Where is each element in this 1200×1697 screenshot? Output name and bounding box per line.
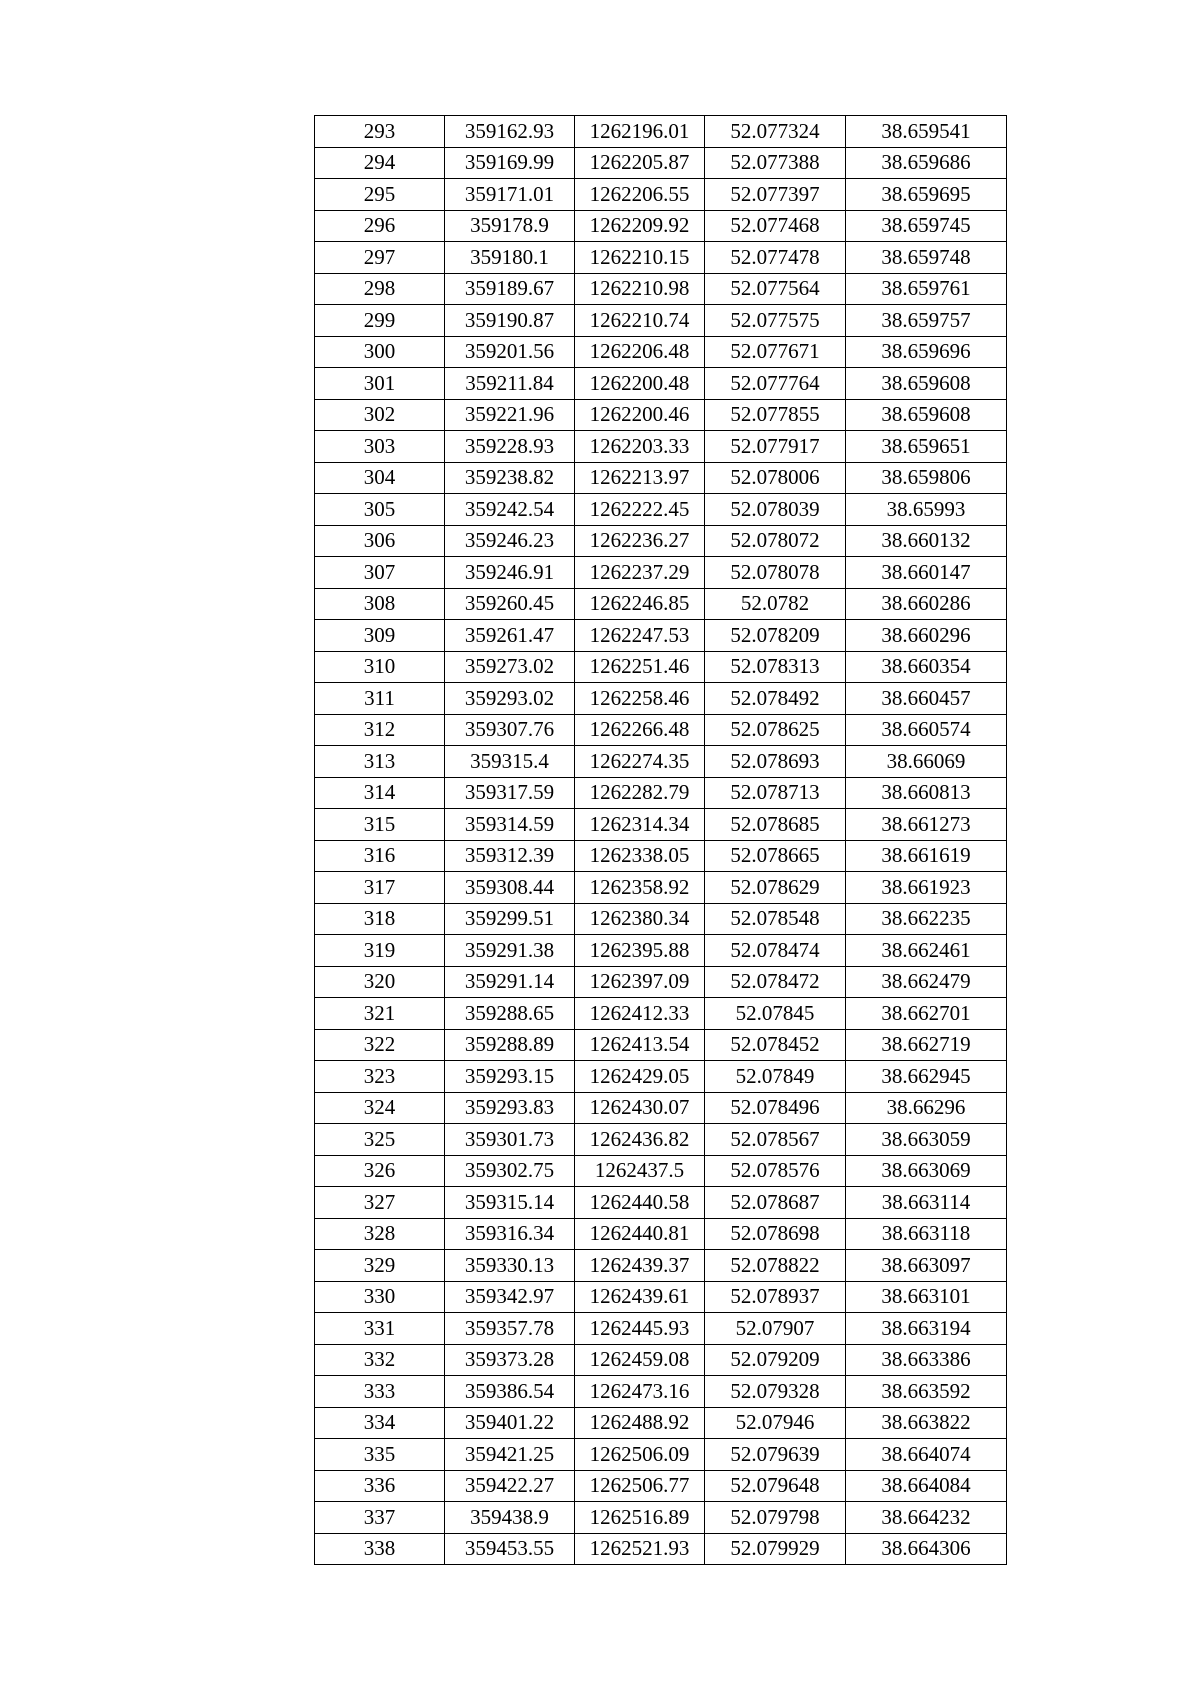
x-coordinate-cell: 359211.84 bbox=[445, 368, 575, 400]
point-number-cell: 325 bbox=[315, 1124, 445, 1156]
table-row bbox=[315, 116, 1007, 148]
x-coordinate-cell: 359422.27 bbox=[445, 1470, 575, 1502]
latitude-cell: 52.078665 bbox=[705, 840, 846, 872]
x-coordinate-cell: 359171.01 bbox=[445, 179, 575, 211]
y-coordinate-cell: 1262506.77 bbox=[575, 1470, 705, 1502]
point-number-cell: 300 bbox=[315, 336, 445, 368]
latitude-cell: 52.079929 bbox=[705, 1533, 846, 1565]
x-coordinate-cell: 359246.23 bbox=[445, 525, 575, 557]
longitude-cell: 38.660813 bbox=[846, 777, 1007, 809]
point-number-cell: 303 bbox=[315, 431, 445, 463]
point-number-cell: 304 bbox=[315, 462, 445, 494]
point-number-cell: 326 bbox=[315, 1155, 445, 1187]
table-row bbox=[315, 336, 1007, 368]
point-number-cell: 327 bbox=[315, 1187, 445, 1219]
point-number-cell: 317 bbox=[315, 872, 445, 904]
latitude-cell: 52.077764 bbox=[705, 368, 846, 400]
table-row bbox=[315, 525, 1007, 557]
latitude-cell: 52.078693 bbox=[705, 746, 846, 778]
point-number-cell: 323 bbox=[315, 1061, 445, 1093]
y-coordinate-cell: 1262437.5 bbox=[575, 1155, 705, 1187]
y-coordinate-cell: 1262445.93 bbox=[575, 1313, 705, 1345]
table-row bbox=[315, 935, 1007, 967]
y-coordinate-cell: 1262314.34 bbox=[575, 809, 705, 841]
x-coordinate-cell: 359330.13 bbox=[445, 1250, 575, 1282]
longitude-cell: 38.65993 bbox=[846, 494, 1007, 526]
latitude-cell: 52.077397 bbox=[705, 179, 846, 211]
longitude-cell: 38.659608 bbox=[846, 399, 1007, 431]
point-number-cell: 322 bbox=[315, 1029, 445, 1061]
latitude-cell: 52.07845 bbox=[705, 998, 846, 1030]
longitude-cell: 38.661923 bbox=[846, 872, 1007, 904]
x-coordinate-cell: 359312.39 bbox=[445, 840, 575, 872]
y-coordinate-cell: 1262210.74 bbox=[575, 305, 705, 337]
latitude-cell: 52.079209 bbox=[705, 1344, 846, 1376]
longitude-cell: 38.659608 bbox=[846, 368, 1007, 400]
point-number-cell: 293 bbox=[315, 116, 445, 148]
y-coordinate-cell: 1262506.09 bbox=[575, 1439, 705, 1471]
latitude-cell: 52.0782 bbox=[705, 588, 846, 620]
point-number-cell: 330 bbox=[315, 1281, 445, 1313]
coordinates-table bbox=[314, 115, 1007, 1565]
point-number-cell: 337 bbox=[315, 1502, 445, 1534]
x-coordinate-cell: 359273.02 bbox=[445, 651, 575, 683]
table-row bbox=[315, 399, 1007, 431]
longitude-cell: 38.659761 bbox=[846, 273, 1007, 305]
table-row bbox=[315, 1407, 1007, 1439]
point-number-cell: 297 bbox=[315, 242, 445, 274]
x-coordinate-cell: 359315.4 bbox=[445, 746, 575, 778]
x-coordinate-cell: 359293.83 bbox=[445, 1092, 575, 1124]
y-coordinate-cell: 1262200.48 bbox=[575, 368, 705, 400]
x-coordinate-cell: 359288.89 bbox=[445, 1029, 575, 1061]
latitude-cell: 52.077564 bbox=[705, 273, 846, 305]
y-coordinate-cell: 1262429.05 bbox=[575, 1061, 705, 1093]
table-row bbox=[315, 242, 1007, 274]
point-number-cell: 313 bbox=[315, 746, 445, 778]
latitude-cell: 52.078492 bbox=[705, 683, 846, 715]
latitude-cell: 52.078576 bbox=[705, 1155, 846, 1187]
coordinates-table-body bbox=[315, 116, 1007, 1565]
point-number-cell: 316 bbox=[315, 840, 445, 872]
longitude-cell: 38.662479 bbox=[846, 966, 1007, 998]
x-coordinate-cell: 359421.25 bbox=[445, 1439, 575, 1471]
point-number-cell: 334 bbox=[315, 1407, 445, 1439]
table-row bbox=[315, 746, 1007, 778]
x-coordinate-cell: 359315.14 bbox=[445, 1187, 575, 1219]
longitude-cell: 38.660132 bbox=[846, 525, 1007, 557]
table-row bbox=[315, 431, 1007, 463]
table-row bbox=[315, 1344, 1007, 1376]
latitude-cell: 52.077324 bbox=[705, 116, 846, 148]
point-number-cell: 298 bbox=[315, 273, 445, 305]
y-coordinate-cell: 1262236.27 bbox=[575, 525, 705, 557]
y-coordinate-cell: 1262439.37 bbox=[575, 1250, 705, 1282]
longitude-cell: 38.661273 bbox=[846, 809, 1007, 841]
table-row bbox=[315, 1155, 1007, 1187]
latitude-cell: 52.077671 bbox=[705, 336, 846, 368]
point-number-cell: 299 bbox=[315, 305, 445, 337]
x-coordinate-cell: 359308.44 bbox=[445, 872, 575, 904]
latitude-cell: 52.078685 bbox=[705, 809, 846, 841]
y-coordinate-cell: 1262213.97 bbox=[575, 462, 705, 494]
table-row bbox=[315, 1092, 1007, 1124]
x-coordinate-cell: 359299.51 bbox=[445, 903, 575, 935]
point-number-cell: 295 bbox=[315, 179, 445, 211]
table-row bbox=[315, 1061, 1007, 1093]
longitude-cell: 38.660457 bbox=[846, 683, 1007, 715]
point-number-cell: 306 bbox=[315, 525, 445, 557]
latitude-cell: 52.078313 bbox=[705, 651, 846, 683]
longitude-cell: 38.664232 bbox=[846, 1502, 1007, 1534]
latitude-cell: 52.077388 bbox=[705, 147, 846, 179]
table-row bbox=[315, 1250, 1007, 1282]
y-coordinate-cell: 1262440.81 bbox=[575, 1218, 705, 1250]
x-coordinate-cell: 359293.15 bbox=[445, 1061, 575, 1093]
x-coordinate-cell: 359293.02 bbox=[445, 683, 575, 715]
table-row bbox=[315, 1187, 1007, 1219]
x-coordinate-cell: 359373.28 bbox=[445, 1344, 575, 1376]
table-row bbox=[315, 494, 1007, 526]
longitude-cell: 38.661619 bbox=[846, 840, 1007, 872]
latitude-cell: 52.078687 bbox=[705, 1187, 846, 1219]
longitude-cell: 38.660286 bbox=[846, 588, 1007, 620]
table-row bbox=[315, 557, 1007, 589]
latitude-cell: 52.078078 bbox=[705, 557, 846, 589]
table-row bbox=[315, 1029, 1007, 1061]
y-coordinate-cell: 1262210.98 bbox=[575, 273, 705, 305]
longitude-cell: 38.663822 bbox=[846, 1407, 1007, 1439]
latitude-cell: 52.078822 bbox=[705, 1250, 846, 1282]
x-coordinate-cell: 359316.34 bbox=[445, 1218, 575, 1250]
latitude-cell: 52.078567 bbox=[705, 1124, 846, 1156]
y-coordinate-cell: 1262209.92 bbox=[575, 210, 705, 242]
x-coordinate-cell: 359162.93 bbox=[445, 116, 575, 148]
longitude-cell: 38.663097 bbox=[846, 1250, 1007, 1282]
latitude-cell: 52.079639 bbox=[705, 1439, 846, 1471]
latitude-cell: 52.07849 bbox=[705, 1061, 846, 1093]
x-coordinate-cell: 359438.9 bbox=[445, 1502, 575, 1534]
point-number-cell: 321 bbox=[315, 998, 445, 1030]
table-row bbox=[315, 714, 1007, 746]
y-coordinate-cell: 1262247.53 bbox=[575, 620, 705, 652]
point-number-cell: 294 bbox=[315, 147, 445, 179]
longitude-cell: 38.659748 bbox=[846, 242, 1007, 274]
latitude-cell: 52.078472 bbox=[705, 966, 846, 998]
latitude-cell: 52.078698 bbox=[705, 1218, 846, 1250]
latitude-cell: 52.078629 bbox=[705, 872, 846, 904]
x-coordinate-cell: 359386.54 bbox=[445, 1376, 575, 1408]
y-coordinate-cell: 1262205.87 bbox=[575, 147, 705, 179]
x-coordinate-cell: 359189.67 bbox=[445, 273, 575, 305]
point-number-cell: 309 bbox=[315, 620, 445, 652]
x-coordinate-cell: 359302.75 bbox=[445, 1155, 575, 1187]
y-coordinate-cell: 1262258.46 bbox=[575, 683, 705, 715]
longitude-cell: 38.659686 bbox=[846, 147, 1007, 179]
longitude-cell: 38.66069 bbox=[846, 746, 1007, 778]
point-number-cell: 319 bbox=[315, 935, 445, 967]
y-coordinate-cell: 1262436.82 bbox=[575, 1124, 705, 1156]
latitude-cell: 52.078006 bbox=[705, 462, 846, 494]
latitude-cell: 52.078452 bbox=[705, 1029, 846, 1061]
longitude-cell: 38.664084 bbox=[846, 1470, 1007, 1502]
table-row bbox=[315, 777, 1007, 809]
latitude-cell: 52.078937 bbox=[705, 1281, 846, 1313]
table-row bbox=[315, 1218, 1007, 1250]
point-number-cell: 302 bbox=[315, 399, 445, 431]
longitude-cell: 38.659757 bbox=[846, 305, 1007, 337]
longitude-cell: 38.662701 bbox=[846, 998, 1007, 1030]
x-coordinate-cell: 359246.91 bbox=[445, 557, 575, 589]
point-number-cell: 328 bbox=[315, 1218, 445, 1250]
x-coordinate-cell: 359221.96 bbox=[445, 399, 575, 431]
x-coordinate-cell: 359180.1 bbox=[445, 242, 575, 274]
y-coordinate-cell: 1262274.35 bbox=[575, 746, 705, 778]
y-coordinate-cell: 1262440.58 bbox=[575, 1187, 705, 1219]
x-coordinate-cell: 359317.59 bbox=[445, 777, 575, 809]
table-row bbox=[315, 1313, 1007, 1345]
table-row bbox=[315, 1124, 1007, 1156]
y-coordinate-cell: 1262237.29 bbox=[575, 557, 705, 589]
table-row bbox=[315, 210, 1007, 242]
latitude-cell: 52.077468 bbox=[705, 210, 846, 242]
point-number-cell: 329 bbox=[315, 1250, 445, 1282]
y-coordinate-cell: 1262251.46 bbox=[575, 651, 705, 683]
longitude-cell: 38.662719 bbox=[846, 1029, 1007, 1061]
y-coordinate-cell: 1262380.34 bbox=[575, 903, 705, 935]
y-coordinate-cell: 1262397.09 bbox=[575, 966, 705, 998]
longitude-cell: 38.660296 bbox=[846, 620, 1007, 652]
x-coordinate-cell: 359357.78 bbox=[445, 1313, 575, 1345]
longitude-cell: 38.659695 bbox=[846, 179, 1007, 211]
latitude-cell: 52.077855 bbox=[705, 399, 846, 431]
point-number-cell: 314 bbox=[315, 777, 445, 809]
point-number-cell: 320 bbox=[315, 966, 445, 998]
table-row bbox=[315, 1533, 1007, 1565]
y-coordinate-cell: 1262413.54 bbox=[575, 1029, 705, 1061]
point-number-cell: 315 bbox=[315, 809, 445, 841]
table-row bbox=[315, 588, 1007, 620]
table-row bbox=[315, 651, 1007, 683]
y-coordinate-cell: 1262488.92 bbox=[575, 1407, 705, 1439]
point-number-cell: 310 bbox=[315, 651, 445, 683]
point-number-cell: 331 bbox=[315, 1313, 445, 1345]
longitude-cell: 38.664306 bbox=[846, 1533, 1007, 1565]
y-coordinate-cell: 1262222.45 bbox=[575, 494, 705, 526]
point-number-cell: 305 bbox=[315, 494, 445, 526]
point-number-cell: 332 bbox=[315, 1344, 445, 1376]
y-coordinate-cell: 1262395.88 bbox=[575, 935, 705, 967]
y-coordinate-cell: 1262196.01 bbox=[575, 116, 705, 148]
y-coordinate-cell: 1262266.48 bbox=[575, 714, 705, 746]
longitude-cell: 38.662235 bbox=[846, 903, 1007, 935]
point-number-cell: 333 bbox=[315, 1376, 445, 1408]
y-coordinate-cell: 1262521.93 bbox=[575, 1533, 705, 1565]
y-coordinate-cell: 1262338.05 bbox=[575, 840, 705, 872]
y-coordinate-cell: 1262439.61 bbox=[575, 1281, 705, 1313]
table-row bbox=[315, 872, 1007, 904]
point-number-cell: 335 bbox=[315, 1439, 445, 1471]
y-coordinate-cell: 1262459.08 bbox=[575, 1344, 705, 1376]
table-row bbox=[315, 683, 1007, 715]
x-coordinate-cell: 359288.65 bbox=[445, 998, 575, 1030]
table-row bbox=[315, 998, 1007, 1030]
x-coordinate-cell: 359201.56 bbox=[445, 336, 575, 368]
table-row bbox=[315, 273, 1007, 305]
y-coordinate-cell: 1262206.55 bbox=[575, 179, 705, 211]
latitude-cell: 52.079328 bbox=[705, 1376, 846, 1408]
latitude-cell: 52.078713 bbox=[705, 777, 846, 809]
table-row bbox=[315, 966, 1007, 998]
table-row bbox=[315, 1376, 1007, 1408]
longitude-cell: 38.660354 bbox=[846, 651, 1007, 683]
table-row bbox=[315, 1502, 1007, 1534]
longitude-cell: 38.663592 bbox=[846, 1376, 1007, 1408]
x-coordinate-cell: 359291.14 bbox=[445, 966, 575, 998]
x-coordinate-cell: 359238.82 bbox=[445, 462, 575, 494]
latitude-cell: 52.079648 bbox=[705, 1470, 846, 1502]
table-row bbox=[315, 1470, 1007, 1502]
longitude-cell: 38.663194 bbox=[846, 1313, 1007, 1345]
table-row bbox=[315, 840, 1007, 872]
latitude-cell: 52.078039 bbox=[705, 494, 846, 526]
point-number-cell: 336 bbox=[315, 1470, 445, 1502]
table-row bbox=[315, 903, 1007, 935]
point-number-cell: 307 bbox=[315, 557, 445, 589]
y-coordinate-cell: 1262473.16 bbox=[575, 1376, 705, 1408]
latitude-cell: 52.078072 bbox=[705, 525, 846, 557]
latitude-cell: 52.07946 bbox=[705, 1407, 846, 1439]
point-number-cell: 301 bbox=[315, 368, 445, 400]
x-coordinate-cell: 359307.76 bbox=[445, 714, 575, 746]
y-coordinate-cell: 1262282.79 bbox=[575, 777, 705, 809]
latitude-cell: 52.078474 bbox=[705, 935, 846, 967]
longitude-cell: 38.663118 bbox=[846, 1218, 1007, 1250]
table-row bbox=[315, 620, 1007, 652]
x-coordinate-cell: 359190.87 bbox=[445, 305, 575, 337]
table-row bbox=[315, 368, 1007, 400]
x-coordinate-cell: 359261.47 bbox=[445, 620, 575, 652]
point-number-cell: 324 bbox=[315, 1092, 445, 1124]
x-coordinate-cell: 359291.38 bbox=[445, 935, 575, 967]
x-coordinate-cell: 359342.97 bbox=[445, 1281, 575, 1313]
y-coordinate-cell: 1262516.89 bbox=[575, 1502, 705, 1534]
latitude-cell: 52.078625 bbox=[705, 714, 846, 746]
table-row bbox=[315, 809, 1007, 841]
table-row bbox=[315, 147, 1007, 179]
latitude-cell: 52.077478 bbox=[705, 242, 846, 274]
longitude-cell: 38.659651 bbox=[846, 431, 1007, 463]
table-row bbox=[315, 1439, 1007, 1471]
y-coordinate-cell: 1262200.46 bbox=[575, 399, 705, 431]
point-number-cell: 308 bbox=[315, 588, 445, 620]
point-number-cell: 338 bbox=[315, 1533, 445, 1565]
latitude-cell: 52.078548 bbox=[705, 903, 846, 935]
longitude-cell: 38.663386 bbox=[846, 1344, 1007, 1376]
longitude-cell: 38.66296 bbox=[846, 1092, 1007, 1124]
table-row bbox=[315, 305, 1007, 337]
latitude-cell: 52.078209 bbox=[705, 620, 846, 652]
x-coordinate-cell: 359260.45 bbox=[445, 588, 575, 620]
longitude-cell: 38.659745 bbox=[846, 210, 1007, 242]
longitude-cell: 38.660574 bbox=[846, 714, 1007, 746]
x-coordinate-cell: 359242.54 bbox=[445, 494, 575, 526]
longitude-cell: 38.663114 bbox=[846, 1187, 1007, 1219]
y-coordinate-cell: 1262412.33 bbox=[575, 998, 705, 1030]
latitude-cell: 52.077575 bbox=[705, 305, 846, 337]
longitude-cell: 38.659541 bbox=[846, 116, 1007, 148]
latitude-cell: 52.07907 bbox=[705, 1313, 846, 1345]
x-coordinate-cell: 359401.22 bbox=[445, 1407, 575, 1439]
longitude-cell: 38.664074 bbox=[846, 1439, 1007, 1471]
x-coordinate-cell: 359228.93 bbox=[445, 431, 575, 463]
point-number-cell: 318 bbox=[315, 903, 445, 935]
y-coordinate-cell: 1262210.15 bbox=[575, 242, 705, 274]
longitude-cell: 38.663101 bbox=[846, 1281, 1007, 1313]
table-row bbox=[315, 1281, 1007, 1313]
table-row bbox=[315, 462, 1007, 494]
longitude-cell: 38.663059 bbox=[846, 1124, 1007, 1156]
latitude-cell: 52.077917 bbox=[705, 431, 846, 463]
y-coordinate-cell: 1262430.07 bbox=[575, 1092, 705, 1124]
longitude-cell: 38.659696 bbox=[846, 336, 1007, 368]
x-coordinate-cell: 359169.99 bbox=[445, 147, 575, 179]
latitude-cell: 52.079798 bbox=[705, 1502, 846, 1534]
longitude-cell: 38.659806 bbox=[846, 462, 1007, 494]
y-coordinate-cell: 1262203.33 bbox=[575, 431, 705, 463]
point-number-cell: 296 bbox=[315, 210, 445, 242]
longitude-cell: 38.663069 bbox=[846, 1155, 1007, 1187]
y-coordinate-cell: 1262246.85 bbox=[575, 588, 705, 620]
x-coordinate-cell: 359314.59 bbox=[445, 809, 575, 841]
latitude-cell: 52.078496 bbox=[705, 1092, 846, 1124]
longitude-cell: 38.662945 bbox=[846, 1061, 1007, 1093]
x-coordinate-cell: 359453.55 bbox=[445, 1533, 575, 1565]
longitude-cell: 38.660147 bbox=[846, 557, 1007, 589]
point-number-cell: 311 bbox=[315, 683, 445, 715]
point-number-cell: 312 bbox=[315, 714, 445, 746]
x-coordinate-cell: 359301.73 bbox=[445, 1124, 575, 1156]
y-coordinate-cell: 1262358.92 bbox=[575, 872, 705, 904]
x-coordinate-cell: 359178.9 bbox=[445, 210, 575, 242]
longitude-cell: 38.662461 bbox=[846, 935, 1007, 967]
table-row bbox=[315, 179, 1007, 211]
y-coordinate-cell: 1262206.48 bbox=[575, 336, 705, 368]
